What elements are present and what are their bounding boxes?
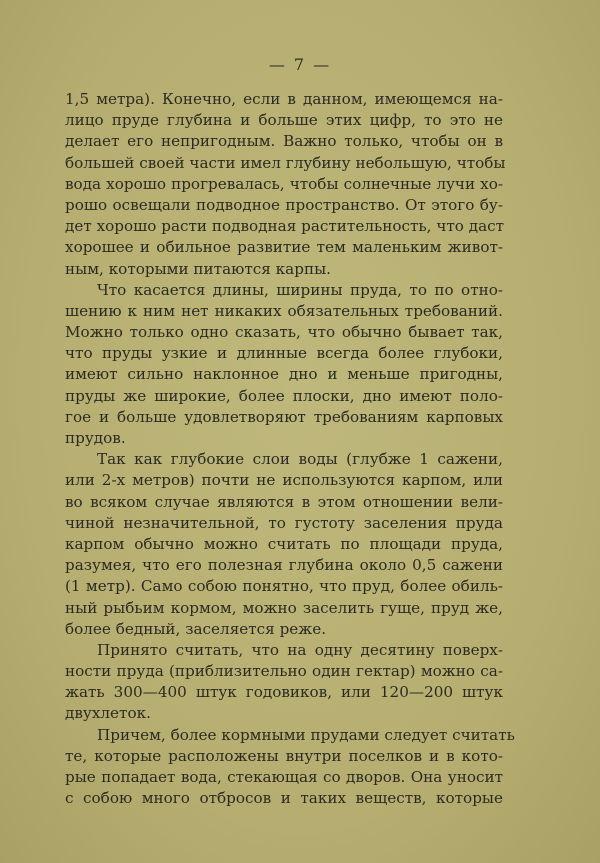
text-line: дет хорошо расти подводная растительность, что даст [65,217,505,236]
text-line: более бедный, заселяется реже. [65,619,327,638]
text-line: Можно только одно сказать, что обычно бывает так, [65,323,503,342]
text-line: 1,5 метра). Конечно, если в данном, имеющемся на- [65,90,503,108]
paragraph [65,725,515,810]
text-line: вода хорошо прогревалась, чтобы солнечные лучи хо- [65,174,503,193]
text-line: лицо пруде глубина и больше этих цифр, то это не [65,111,503,130]
text-line: шению к ним нет никаких обязательных требований. [65,301,503,320]
text-line: имеют сильно наклонное дно и меньше пригодны, [65,365,503,384]
text-line: Принято считать, что на одну десятину поверх- [97,640,503,659]
paragraph [65,89,506,280]
text-line: те, которые расположены внутри поселков и в кото- [65,746,503,765]
text-line: гое и больше удовлетворяют требованиям карповых [65,407,503,426]
text-line: что пруды узкие и длинные всегда более глубоки, [65,344,503,363]
text-line: пруды же широкие, более плоски, дно имеют поло- [65,386,503,405]
text-line: или 2-х метров) почти не используются карпом, или [65,471,503,490]
page-number: — 7 — [268,55,332,74]
paragraph [65,449,503,640]
text-line: рые попадает вода, стекающая со дворов. Она уносит [65,768,503,786]
text-line: Так как глубокие слои воды (глубже 1 сажени, [97,450,503,469]
body-text [65,89,515,809]
paragraph [65,280,503,450]
text-line: прудов. [65,429,126,447]
text-line: большей своей части имел глубину небольшую, чтобы [65,153,506,172]
text-line: делает его непригодным. Важно только, чтобы он в [65,132,503,151]
text-line: разумея, что его полезная глубина около 0,5 сажени [65,556,503,575]
text-line: ности пруда (приблизительно один гектар) можно са- [65,662,503,681]
text-line: Причем, более кормными прудами следует считать [97,725,515,744]
text-line: рошо освещали подводное пространство. От этого бу- [65,195,503,214]
text-line: ным, которыми питаются карпы. [65,259,331,278]
text-line: жать 300—400 штук годовиков, или 120—200 штук [65,683,503,702]
text-line: (1 метр). Само собою понятно, что пруд, более обиль- [65,577,503,596]
text-line: карпом обычно можно считать по площади пруда, [65,534,503,553]
text-line: с собою много отбросов и таких веществ, которые [65,789,503,808]
text-line: ный рыбьим кормом, можно заселить гуще, пруд же, [65,598,503,617]
text-line: хорошее и обильное развитие тем маленьким живот- [65,238,503,257]
text-line: чиной незначительной, то густоту заселения пруда [65,513,503,532]
text-line: во всяком случае являются в этом отношении вели- [65,492,503,511]
text-line: двухлеток. [65,704,151,723]
paragraph [65,640,503,725]
text-line: Что касается длины, ширины пруда, то по отно- [97,280,503,299]
